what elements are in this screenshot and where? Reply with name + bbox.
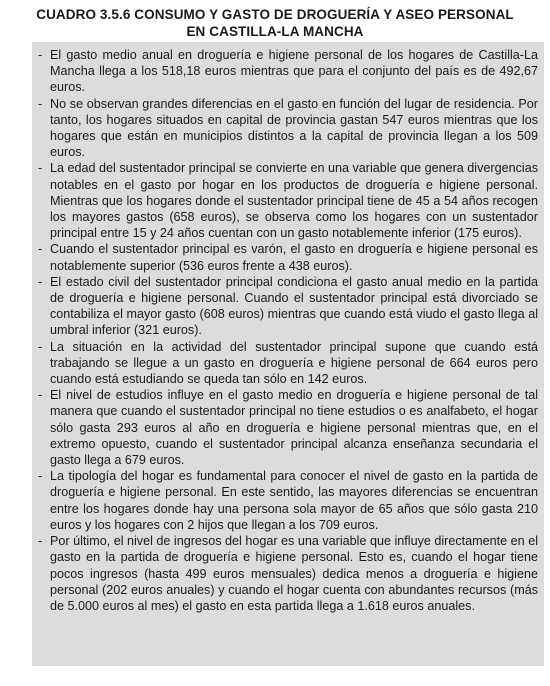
title-line-2: EN CASTILLA-LA MANCHA bbox=[186, 24, 364, 39]
title-line-1: CUADRO 3.5.6 CONSUMO Y GASTO DE DROGUERÍA Y ASEO PERSONAL bbox=[36, 7, 514, 22]
list-item: - Por último, el nivel de ingresos del hogar es una variable que influye directamente en el gasto en la partida de droguería e higiene personal. Esto es, cuando el hogar tiene pocos ingresos (hasta 499 euros mensuales) dedica menos a droguería e higiene personal (202 euros anuales) y cuando el hogar cuenta con abundantes recursos (más de 5.000 euros al mes) el gasto en esta partida llega a 1.618 euros anuales. bbox=[38, 533, 538, 614]
list-item: - No se observan grandes diferencias en el gasto en función del lugar de residencia. Por tanto, los hogares situados en capital de provincia gastan 547 euros mientras que los hogares que están en municipios distintos a la capital de provincia llegan a los 509 euros. bbox=[38, 96, 538, 161]
list-item: - El nivel de estudios influye en el gasto medio en droguería e higiene personal de tal manera que cuando el sustentador principal no tiene estudios o es analfabeto, el hogar sólo gasta 293 euros al año en droguería e higiene personal mientras que, en el extremo opuesto, cuando el sustentador principal alcanza enseñanza secundaria el gasto llega a 679 euros. bbox=[38, 387, 538, 468]
page-title bbox=[0, 6, 550, 40]
list-item: - El gasto medio anual en droguería e higiene personal de los hogares de Castilla-La Mancha llega a los 518,18 euros mientras que para el conjunto del país es de 492,67 euros. bbox=[38, 47, 538, 96]
list-item: - El estado civil del sustentador principal condiciona el gasto anual medio en la partida de droguería e higiene personal. Cuando el sustentador principal está divorciado se contabiliza el mayor gasto (608 euros) mientras que cuando está viudo el gasto llega al umbral inferior (321 euros). bbox=[38, 274, 538, 339]
list-item: - Cuando el sustentador principal es varón, el gasto en droguería e higiene personal es notablemente superior (536 euros frente a 438 euros). bbox=[38, 241, 538, 273]
list-item: - La edad del sustentador principal se convierte en una variable que genera divergencias notables en el gasto por hogar en los productos de droguería e higiene personal. Mientras que los hogares donde el sustentador principal tiene de 45 a 54 años recogen los mayores gastos (658 euros), se observa como los hogares con un sustentador principal entre 15 y 24 años cuentan con un gasto notablemente inferior (175 euros). bbox=[38, 160, 538, 241]
findings-list bbox=[38, 47, 538, 614]
list-item: - La tipología del hogar es fundamental para conocer el nivel de gasto en la partida de droguería e higiene personal. En este sentido, las mayores diferencias se encuentran entre los hogares donde hay una persona sola mayor de 65 años que sólo gasta 210 euros y los hogares con 2 hijos que llegan a los 709 euros. bbox=[38, 468, 538, 533]
list-item: - La situación en la actividad del sustentador principal supone que cuando está trabajando se llegue a un gasto en droguería e higiene personal de 664 euros pero cuando está estudiando se queda tan sólo en 142 euros. bbox=[38, 339, 538, 388]
